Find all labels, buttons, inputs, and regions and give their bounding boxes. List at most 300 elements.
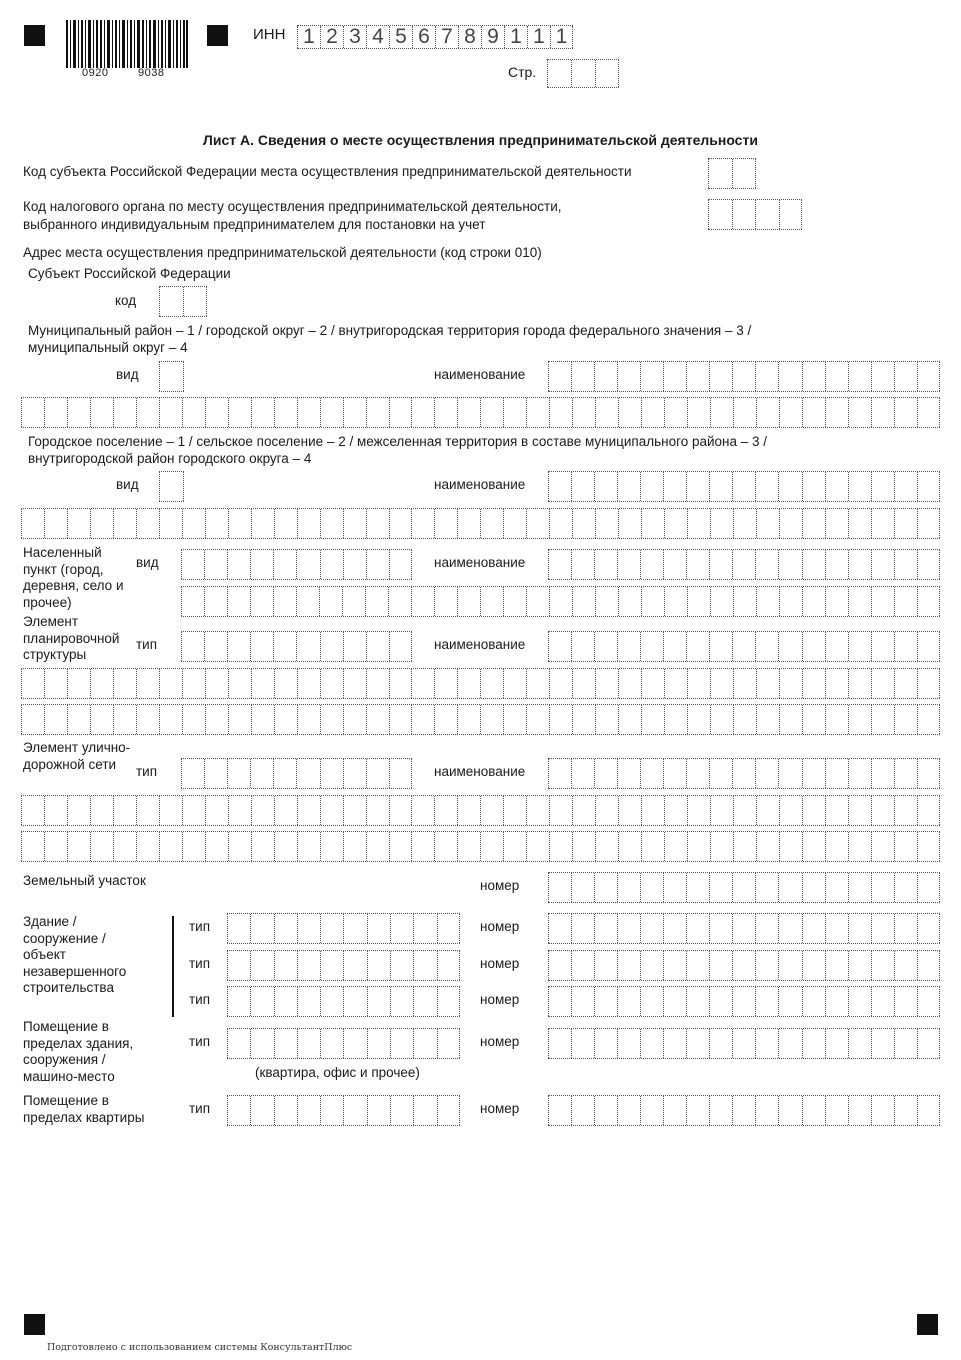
- entry-cell[interactable]: [894, 1096, 917, 1125]
- entry-cell[interactable]: [917, 669, 940, 698]
- entry-cell[interactable]: [848, 873, 871, 902]
- entry-cell[interactable]: [274, 398, 297, 427]
- entry-cell[interactable]: [778, 1096, 801, 1125]
- inn-digit-cell[interactable]: 3: [343, 26, 366, 48]
- entry-cell[interactable]: [594, 987, 617, 1016]
- locality-kind-field[interactable]: [181, 549, 412, 580]
- entry-cell[interactable]: [640, 472, 663, 501]
- entry-cell[interactable]: [618, 705, 641, 734]
- entry-cell[interactable]: [136, 705, 159, 734]
- entry-cell[interactable]: [802, 873, 825, 902]
- entry-cell[interactable]: [457, 587, 480, 616]
- entry-cell[interactable]: [159, 832, 182, 861]
- entry-cell[interactable]: [67, 705, 90, 734]
- entry-cell[interactable]: [343, 1029, 366, 1058]
- entry-cell[interactable]: [663, 914, 686, 943]
- entry-cell[interactable]: [917, 550, 940, 579]
- entry-cell[interactable]: [182, 832, 205, 861]
- entry-cell[interactable]: [296, 759, 319, 788]
- entry-cell[interactable]: [227, 987, 250, 1016]
- entry-cell[interactable]: [367, 951, 390, 980]
- entry-cell[interactable]: [228, 669, 251, 698]
- entry-cell[interactable]: [871, 362, 894, 391]
- region-code-field[interactable]: [708, 158, 756, 189]
- entry-cell[interactable]: [411, 796, 434, 825]
- entry-cell[interactable]: [548, 550, 571, 579]
- entry-cell[interactable]: [710, 398, 733, 427]
- entry-cell[interactable]: [571, 987, 594, 1016]
- entry-cell[interactable]: [366, 550, 389, 579]
- premises-building-number-field[interactable]: [548, 1028, 940, 1059]
- entry-cell[interactable]: [802, 987, 825, 1016]
- entry-cell[interactable]: [44, 705, 67, 734]
- entry-cell[interactable]: [227, 1029, 250, 1058]
- municipal-name-field-row-1[interactable]: [548, 361, 940, 392]
- entry-cell[interactable]: [183, 287, 207, 316]
- entry-cell[interactable]: [367, 1029, 390, 1058]
- entry-cell[interactable]: [825, 796, 848, 825]
- entry-cell[interactable]: [755, 951, 778, 980]
- entry-cell[interactable]: [664, 509, 687, 538]
- entry-cell[interactable]: [778, 987, 801, 1016]
- entry-cell[interactable]: [366, 759, 389, 788]
- entry-cell[interactable]: [732, 632, 755, 661]
- entry-cell[interactable]: [848, 472, 871, 501]
- entry-cell[interactable]: [640, 914, 663, 943]
- inn-digit-cell[interactable]: 5: [389, 26, 412, 48]
- entry-cell[interactable]: [871, 951, 894, 980]
- entry-cell[interactable]: [802, 1096, 825, 1125]
- entry-cell[interactable]: [320, 796, 343, 825]
- entry-cell[interactable]: [894, 550, 917, 579]
- entry-cell[interactable]: [848, 987, 871, 1016]
- entry-cell[interactable]: [618, 509, 641, 538]
- entry-cell[interactable]: [320, 509, 343, 538]
- entry-cell[interactable]: [802, 796, 825, 825]
- entry-cell[interactable]: [778, 632, 801, 661]
- entry-cell[interactable]: [434, 398, 457, 427]
- entry-cell[interactable]: [709, 873, 732, 902]
- entry-cell[interactable]: [732, 951, 755, 980]
- entry-cell[interactable]: [205, 705, 228, 734]
- road-name-field-row-3[interactable]: [21, 831, 940, 862]
- entry-cell[interactable]: [640, 1096, 663, 1125]
- entry-cell[interactable]: [686, 550, 709, 579]
- entry-cell[interactable]: [686, 914, 709, 943]
- entry-cell[interactable]: [204, 587, 227, 616]
- building-type-field-3[interactable]: [227, 986, 460, 1017]
- entry-cell[interactable]: [413, 1029, 436, 1058]
- entry-cell[interactable]: [457, 832, 480, 861]
- entry-cell[interactable]: [732, 873, 755, 902]
- entry-cell[interactable]: [871, 669, 894, 698]
- entry-cell[interactable]: [526, 587, 549, 616]
- entry-cell[interactable]: [732, 159, 756, 188]
- entry-cell[interactable]: [894, 398, 917, 427]
- entry-cell[interactable]: [848, 362, 871, 391]
- entry-cell[interactable]: [710, 705, 733, 734]
- entry-cell[interactable]: [778, 362, 801, 391]
- entry-cell[interactable]: [228, 705, 251, 734]
- entry-cell[interactable]: [802, 705, 825, 734]
- entry-cell[interactable]: [274, 796, 297, 825]
- entry-cell[interactable]: [113, 832, 136, 861]
- entry-cell[interactable]: [640, 987, 663, 1016]
- entry-cell[interactable]: [390, 914, 413, 943]
- entry-cell[interactable]: [641, 796, 664, 825]
- entry-cell[interactable]: [778, 914, 801, 943]
- entry-cell[interactable]: [227, 1096, 250, 1125]
- entry-cell[interactable]: [480, 398, 503, 427]
- entry-cell[interactable]: [710, 509, 733, 538]
- entry-cell[interactable]: [389, 509, 412, 538]
- entry-cell[interactable]: [297, 796, 320, 825]
- entry-cell[interactable]: [755, 200, 779, 229]
- entry-cell[interactable]: [802, 832, 825, 861]
- entry-cell[interactable]: [228, 832, 251, 861]
- entry-cell[interactable]: [595, 398, 618, 427]
- entry-cell[interactable]: [732, 200, 756, 229]
- entry-cell[interactable]: [297, 951, 320, 980]
- entry-cell[interactable]: [802, 914, 825, 943]
- entry-cell[interactable]: [710, 587, 733, 616]
- entry-cell[interactable]: [617, 1096, 640, 1125]
- entry-cell[interactable]: [342, 587, 365, 616]
- entry-cell[interactable]: [181, 759, 204, 788]
- entry-cell[interactable]: [617, 914, 640, 943]
- entry-cell[interactable]: [756, 796, 779, 825]
- entry-cell[interactable]: [595, 60, 619, 87]
- premises-flat-number-field[interactable]: [548, 1095, 940, 1126]
- entry-cell[interactable]: [411, 832, 434, 861]
- entry-cell[interactable]: [181, 632, 204, 661]
- entry-cell[interactable]: [825, 914, 848, 943]
- entry-cell[interactable]: [779, 509, 802, 538]
- entry-cell[interactable]: [709, 951, 732, 980]
- entry-cell[interactable]: [182, 796, 205, 825]
- entry-cell[interactable]: [663, 550, 686, 579]
- entry-cell[interactable]: [802, 362, 825, 391]
- planning-type-field[interactable]: [181, 631, 412, 662]
- entry-cell[interactable]: [778, 873, 801, 902]
- entry-cell[interactable]: [848, 914, 871, 943]
- entry-cell[interactable]: [343, 987, 366, 1016]
- entry-cell[interactable]: [250, 587, 273, 616]
- entry-cell[interactable]: [709, 1029, 732, 1058]
- entry-cell[interactable]: [411, 509, 434, 538]
- entry-cell[interactable]: [228, 796, 251, 825]
- entry-cell[interactable]: [389, 632, 412, 661]
- entry-cell[interactable]: [343, 669, 366, 698]
- entry-cell[interactable]: [389, 796, 412, 825]
- entry-cell[interactable]: [802, 472, 825, 501]
- entry-cell[interactable]: [547, 60, 571, 87]
- entry-cell[interactable]: [571, 632, 594, 661]
- entry-cell[interactable]: [778, 1029, 801, 1058]
- entry-cell[interactable]: [894, 472, 917, 501]
- entry-cell[interactable]: [663, 472, 686, 501]
- inn-digit-cell[interactable]: 1: [297, 26, 320, 48]
- entry-cell[interactable]: [320, 550, 343, 579]
- entry-cell[interactable]: [437, 914, 460, 943]
- entry-cell[interactable]: [617, 759, 640, 788]
- entry-cell[interactable]: [594, 1096, 617, 1125]
- entry-cell[interactable]: [917, 1029, 940, 1058]
- entry-cell[interactable]: [686, 362, 709, 391]
- entry-cell[interactable]: [366, 632, 389, 661]
- entry-cell[interactable]: [594, 914, 617, 943]
- entry-cell[interactable]: [21, 796, 44, 825]
- entry-cell[interactable]: [434, 705, 457, 734]
- locality-name-field-row-2[interactable]: [181, 586, 940, 617]
- entry-cell[interactable]: [480, 509, 503, 538]
- entry-cell[interactable]: [437, 987, 460, 1016]
- entry-cell[interactable]: [732, 1029, 755, 1058]
- entry-cell[interactable]: [251, 832, 274, 861]
- entry-cell[interactable]: [343, 398, 366, 427]
- entry-cell[interactable]: [503, 705, 526, 734]
- entry-cell[interactable]: [204, 550, 227, 579]
- settlement-name-field-row-2[interactable]: [21, 508, 940, 539]
- premises-flat-type-field[interactable]: [227, 1095, 460, 1126]
- entry-cell[interactable]: [227, 914, 250, 943]
- entry-cell[interactable]: [917, 362, 940, 391]
- entry-cell[interactable]: [848, 1029, 871, 1058]
- entry-cell[interactable]: [227, 632, 250, 661]
- entry-cell[interactable]: [595, 832, 618, 861]
- entry-cell[interactable]: [641, 669, 664, 698]
- entry-cell[interactable]: [44, 509, 67, 538]
- entry-cell[interactable]: [21, 669, 44, 698]
- entry-cell[interactable]: [733, 509, 756, 538]
- road-name-field-row-1[interactable]: [548, 758, 940, 789]
- entry-cell[interactable]: [320, 759, 343, 788]
- entry-cell[interactable]: [571, 550, 594, 579]
- entry-cell[interactable]: [503, 669, 526, 698]
- entry-cell[interactable]: [663, 1096, 686, 1125]
- building-number-field-2[interactable]: [548, 950, 940, 981]
- entry-cell[interactable]: [732, 759, 755, 788]
- entry-cell[interactable]: [365, 587, 388, 616]
- entry-cell[interactable]: [367, 1096, 390, 1125]
- entry-cell[interactable]: [778, 951, 801, 980]
- entry-cell[interactable]: [526, 669, 549, 698]
- entry-cell[interactable]: [871, 398, 894, 427]
- entry-cell[interactable]: [182, 705, 205, 734]
- entry-cell[interactable]: [434, 796, 457, 825]
- entry-cell[interactable]: [205, 796, 228, 825]
- entry-cell[interactable]: [549, 398, 572, 427]
- entry-cell[interactable]: [572, 509, 595, 538]
- settlement-name-field-row-1[interactable]: [548, 471, 940, 502]
- entry-cell[interactable]: [297, 669, 320, 698]
- entry-cell[interactable]: [802, 759, 825, 788]
- entry-cell[interactable]: [457, 398, 480, 427]
- entry-cell[interactable]: [708, 159, 732, 188]
- entry-cell[interactable]: [159, 796, 182, 825]
- inn-digit-cell[interactable]: 1: [527, 26, 550, 48]
- entry-cell[interactable]: [594, 951, 617, 980]
- entry-cell[interactable]: [686, 987, 709, 1016]
- entry-cell[interactable]: [274, 1029, 297, 1058]
- entry-cell[interactable]: [618, 669, 641, 698]
- entry-cell[interactable]: [687, 587, 710, 616]
- entry-cell[interactable]: [437, 951, 460, 980]
- entry-cell[interactable]: [571, 873, 594, 902]
- entry-cell[interactable]: [686, 873, 709, 902]
- entry-cell[interactable]: [825, 509, 848, 538]
- entry-cell[interactable]: [802, 1029, 825, 1058]
- entry-cell[interactable]: [67, 796, 90, 825]
- entry-cell[interactable]: [732, 987, 755, 1016]
- entry-cell[interactable]: [594, 1029, 617, 1058]
- entry-cell[interactable]: [390, 951, 413, 980]
- building-number-field-1[interactable]: [548, 913, 940, 944]
- entry-cell[interactable]: [687, 669, 710, 698]
- entry-cell[interactable]: [250, 987, 273, 1016]
- entry-cell[interactable]: [594, 472, 617, 501]
- road-name-field-row-2[interactable]: [21, 795, 940, 826]
- entry-cell[interactable]: [548, 472, 571, 501]
- entry-cell[interactable]: [526, 832, 549, 861]
- entry-cell[interactable]: [848, 759, 871, 788]
- entry-cell[interactable]: [571, 1029, 594, 1058]
- entry-cell[interactable]: [732, 1096, 755, 1125]
- entry-cell[interactable]: [594, 632, 617, 661]
- locality-name-field-row-1[interactable]: [548, 549, 940, 580]
- entry-cell[interactable]: [250, 759, 273, 788]
- entry-cell[interactable]: [618, 398, 641, 427]
- entry-cell[interactable]: [44, 832, 67, 861]
- entry-cell[interactable]: [388, 587, 411, 616]
- entry-cell[interactable]: [848, 1096, 871, 1125]
- entry-cell[interactable]: [687, 509, 710, 538]
- entry-cell[interactable]: [917, 398, 940, 427]
- entry-cell[interactable]: [273, 550, 296, 579]
- entry-cell[interactable]: [756, 669, 779, 698]
- entry-cell[interactable]: [663, 632, 686, 661]
- entry-cell[interactable]: [755, 1029, 778, 1058]
- entry-cell[interactable]: [549, 587, 572, 616]
- entry-cell[interactable]: [686, 1029, 709, 1058]
- entry-cell[interactable]: [274, 914, 297, 943]
- entry-cell[interactable]: [411, 705, 434, 734]
- entry-cell[interactable]: [733, 398, 756, 427]
- entry-cell[interactable]: [320, 832, 343, 861]
- entry-cell[interactable]: [617, 951, 640, 980]
- entry-cell[interactable]: [755, 632, 778, 661]
- entry-cell[interactable]: [480, 669, 503, 698]
- entry-cell[interactable]: [756, 587, 779, 616]
- road-type-field[interactable]: [181, 758, 412, 789]
- entry-cell[interactable]: [228, 509, 251, 538]
- entry-cell[interactable]: [549, 705, 572, 734]
- entry-cell[interactable]: [825, 632, 848, 661]
- entry-cell[interactable]: [871, 832, 894, 861]
- entry-cell[interactable]: [732, 914, 755, 943]
- entry-cell[interactable]: [548, 759, 571, 788]
- entry-cell[interactable]: [44, 796, 67, 825]
- entry-cell[interactable]: [802, 587, 825, 616]
- entry-cell[interactable]: [480, 587, 503, 616]
- entry-cell[interactable]: [548, 1096, 571, 1125]
- entry-cell[interactable]: [274, 951, 297, 980]
- page-number-field[interactable]: [547, 59, 619, 88]
- entry-cell[interactable]: [390, 1029, 413, 1058]
- entry-cell[interactable]: [755, 472, 778, 501]
- entry-cell[interactable]: [802, 509, 825, 538]
- entry-cell[interactable]: [825, 1096, 848, 1125]
- entry-cell[interactable]: [503, 398, 526, 427]
- entry-cell[interactable]: [480, 832, 503, 861]
- entry-cell[interactable]: [825, 587, 848, 616]
- entry-cell[interactable]: [136, 509, 159, 538]
- entry-cell[interactable]: [228, 398, 251, 427]
- entry-cell[interactable]: [366, 509, 389, 538]
- entry-cell[interactable]: [871, 509, 894, 538]
- entry-cell[interactable]: [825, 1029, 848, 1058]
- entry-cell[interactable]: [90, 669, 113, 698]
- entry-cell[interactable]: [755, 873, 778, 902]
- entry-cell[interactable]: [848, 550, 871, 579]
- entry-cell[interactable]: [90, 705, 113, 734]
- entry-cell[interactable]: [871, 550, 894, 579]
- entry-cell[interactable]: [825, 398, 848, 427]
- inn-digit-cell[interactable]: 7: [435, 26, 458, 48]
- entry-cell[interactable]: [917, 587, 940, 616]
- entry-cell[interactable]: [548, 873, 571, 902]
- entry-cell[interactable]: [894, 587, 917, 616]
- entry-cell[interactable]: [825, 669, 848, 698]
- entry-cell[interactable]: [548, 1029, 571, 1058]
- entry-cell[interactable]: [664, 669, 687, 698]
- entry-cell[interactable]: [297, 1096, 320, 1125]
- subject-code-field[interactable]: [159, 286, 207, 317]
- entry-cell[interactable]: [733, 796, 756, 825]
- entry-cell[interactable]: [663, 987, 686, 1016]
- entry-cell[interactable]: [871, 632, 894, 661]
- entry-cell[interactable]: [756, 705, 779, 734]
- planning-name-field-row-1[interactable]: [548, 631, 940, 662]
- entry-cell[interactable]: [686, 951, 709, 980]
- entry-cell[interactable]: [709, 987, 732, 1016]
- inn-digit-cell[interactable]: 1: [504, 26, 527, 48]
- entry-cell[interactable]: [366, 705, 389, 734]
- entry-cell[interactable]: [572, 832, 595, 861]
- entry-cell[interactable]: [871, 914, 894, 943]
- entry-cell[interactable]: [136, 669, 159, 698]
- entry-cell[interactable]: [296, 587, 319, 616]
- entry-cell[interactable]: [274, 669, 297, 698]
- entry-cell[interactable]: [319, 587, 342, 616]
- entry-cell[interactable]: [389, 398, 412, 427]
- entry-cell[interactable]: [732, 362, 755, 391]
- entry-cell[interactable]: [802, 632, 825, 661]
- entry-cell[interactable]: [227, 759, 250, 788]
- entry-cell[interactable]: [503, 587, 526, 616]
- entry-cell[interactable]: [894, 1029, 917, 1058]
- entry-cell[interactable]: [917, 873, 940, 902]
- entry-cell[interactable]: [136, 796, 159, 825]
- inn-digit-cell[interactable]: 9: [481, 26, 504, 48]
- entry-cell[interactable]: [825, 362, 848, 391]
- entry-cell[interactable]: [571, 914, 594, 943]
- entry-cell[interactable]: [733, 705, 756, 734]
- entry-cell[interactable]: [44, 398, 67, 427]
- entry-cell[interactable]: [802, 951, 825, 980]
- entry-cell[interactable]: [894, 832, 917, 861]
- entry-cell[interactable]: [343, 832, 366, 861]
